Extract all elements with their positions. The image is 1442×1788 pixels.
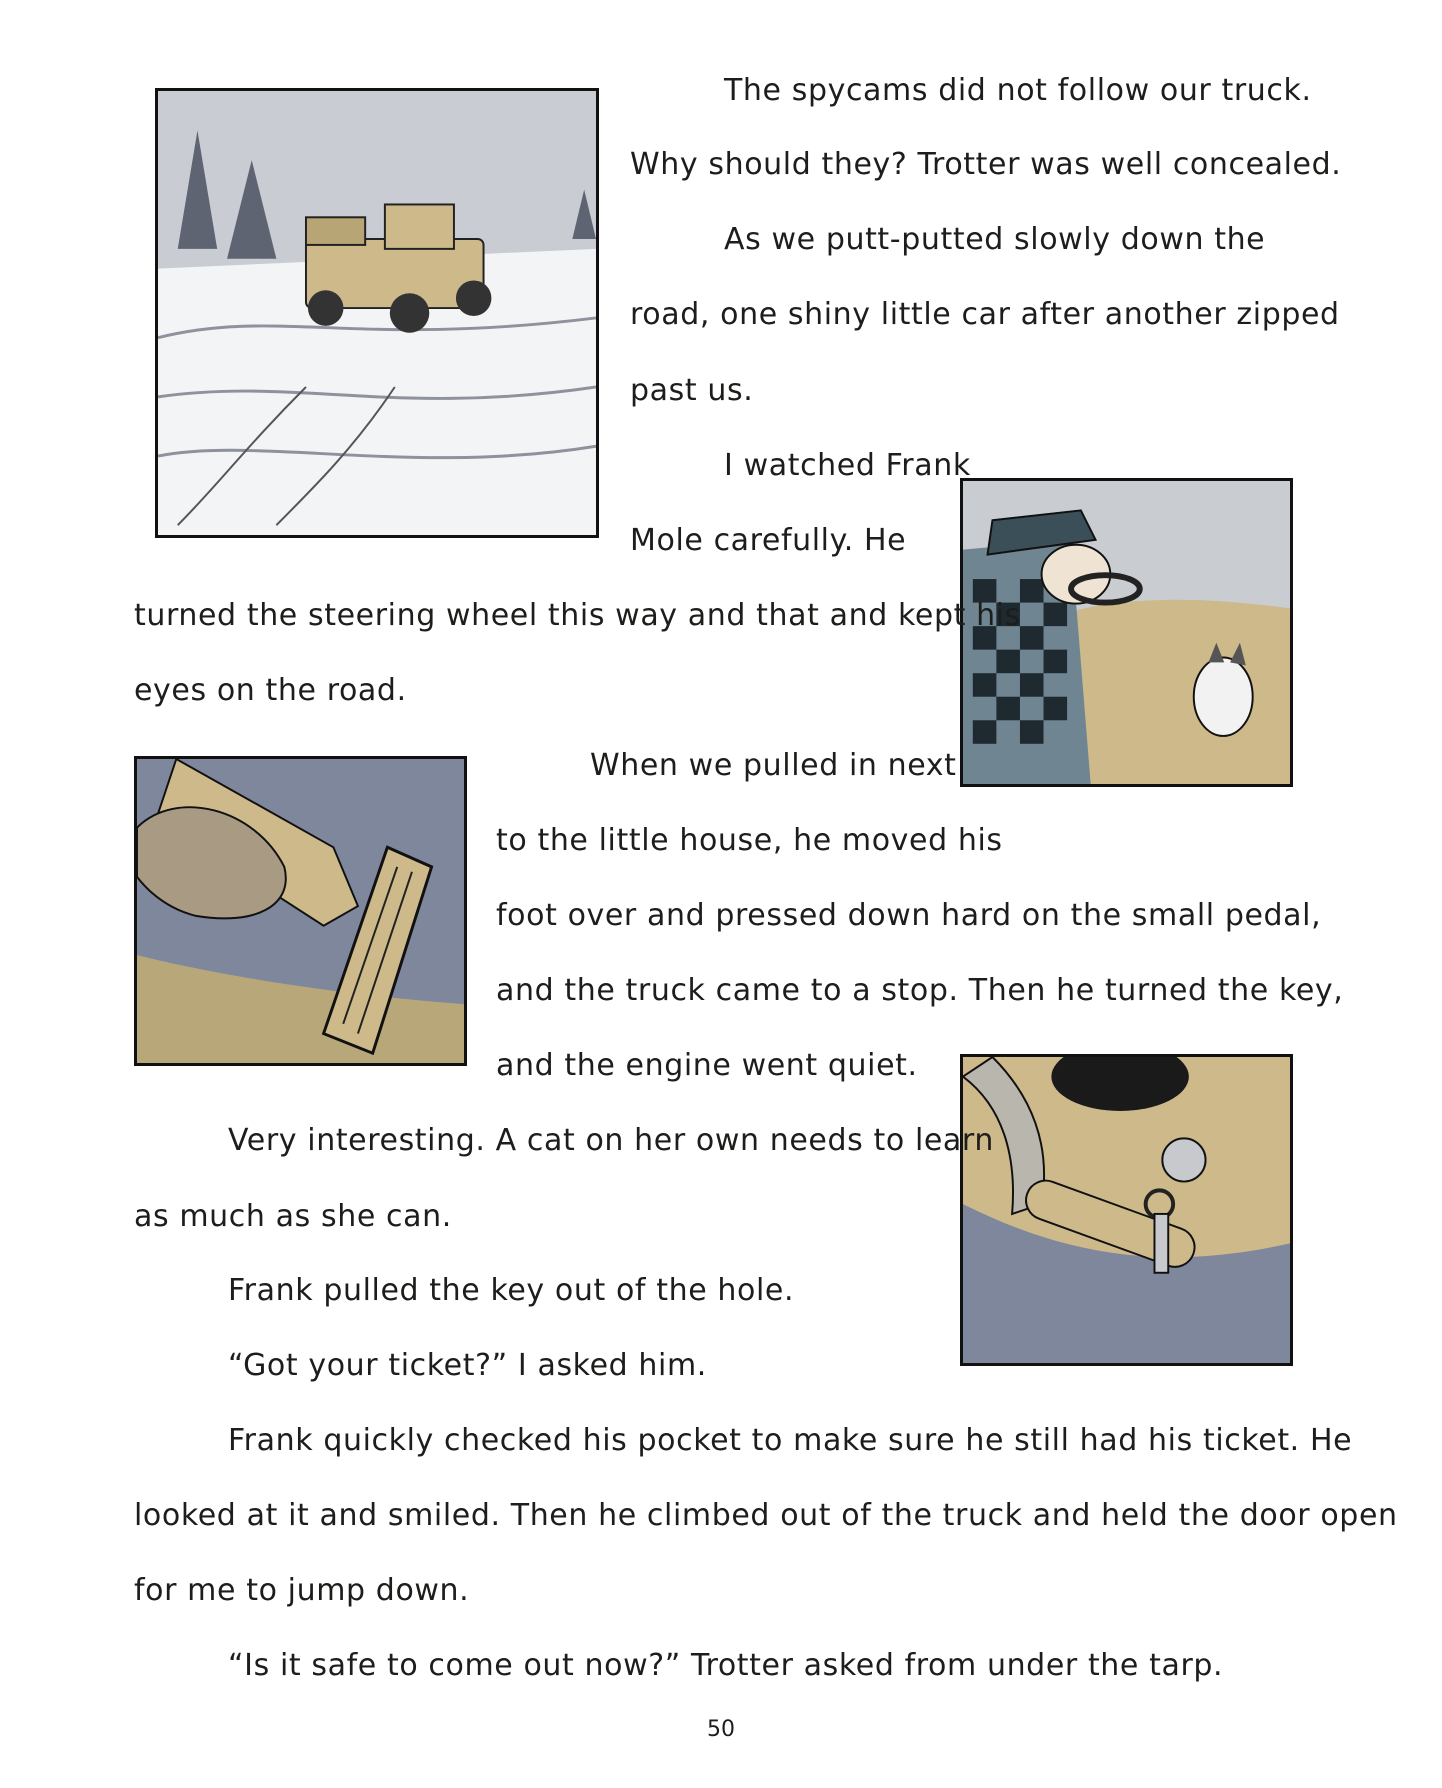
text-line: I watched Frank [724,448,971,483]
illustration-key-in-ignition [960,1054,1293,1366]
text-line: Very interesting. A cat on her own needs to learn [228,1123,994,1158]
text-line: eyes on the road. [134,673,407,708]
text-line: The spycams did not follow our truck. [724,73,1312,108]
text-line: past us. [630,373,754,408]
text-line: as much as she can. [134,1199,452,1234]
text-line: foot over and pressed down hard on the small pedal, [496,898,1322,933]
text-line: Frank pulled the key out of the hole. [228,1273,795,1308]
illustration-truck-on-snowy-road [155,88,599,538]
text-line: and the engine went quiet. [496,1048,918,1083]
text-line: to the little house, he moved his [496,823,1003,858]
text-line: “Got your ticket?” I asked him. [228,1348,707,1383]
text-line: Frank quickly checked his pocket to make sure he still had his ticket. He [228,1423,1353,1458]
text-line: road, one shiny little car after another zipped [630,297,1340,332]
text-line: Mole carefully. He [630,523,907,558]
text-line: looked at it and smiled. Then he climbed out of the truck and held the door open [134,1498,1398,1533]
text-line: turned the steering wheel this way and that and kept his [134,598,1021,633]
page-number: 50 [707,1717,735,1742]
text-line: and the truck came to a stop. Then he turned the key, [496,973,1344,1008]
text-line: “Is it safe to come out now?” Trotter asked from under the tarp. [228,1648,1224,1683]
text-line: As we putt-putted slowly down the [724,222,1266,257]
text-line: Why should they? Trotter was well concealed. [630,147,1342,182]
text-line: When we pulled in next [590,748,957,783]
illustration-boot-on-pedal [134,756,467,1066]
text-line: for me to jump down. [134,1573,470,1608]
